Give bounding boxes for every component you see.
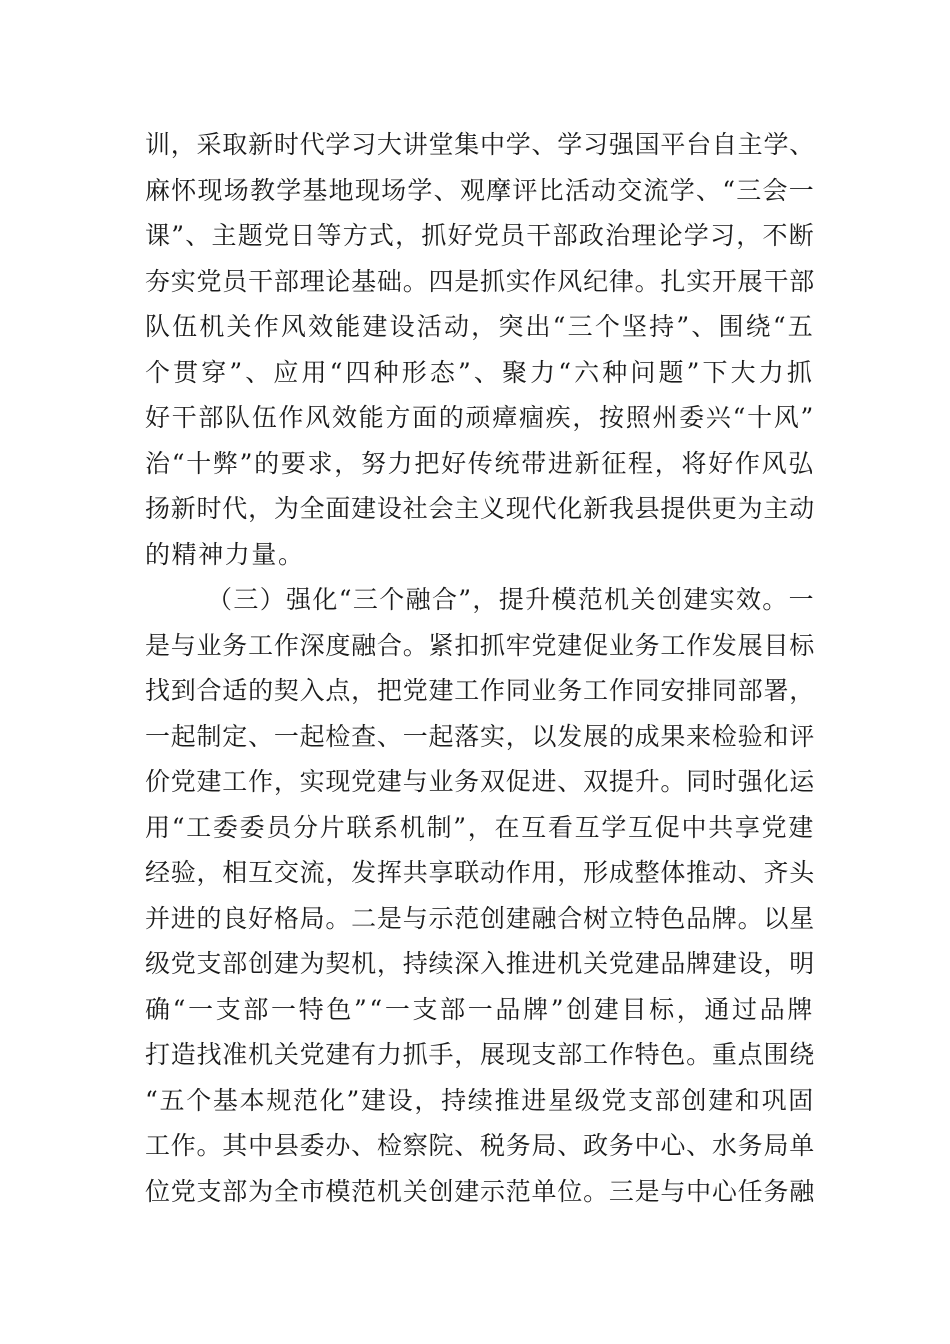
text-line: 并进的良好格局。二是与示范创建融合树立特色品牌。以星 xyxy=(145,903,815,933)
body-text xyxy=(145,122,815,1214)
text-line: 价党建工作，实现党建与业务双促进、双提升。同时强化运 xyxy=(145,767,815,796)
text-line: 位党支部为全市模范机关创建示范单位。三是与中心任务融 xyxy=(145,1176,815,1206)
text-line: 训，采取新时代学习大讲堂集中学、学习强国平台自主学、 xyxy=(145,130,815,159)
text-line: 治“十弊”的要求，努力把好传统带进新征程，将好作风弘 xyxy=(145,448,815,478)
text-line: 个贯穿”、应用“四种形态”、聚力“六种问题”下大力抓 xyxy=(145,357,815,387)
text-line: 一起制定、一起检查、一起落实，以发展的成果来检验和评 xyxy=(145,721,815,751)
text-line: 好干部队伍作风效能方面的顽瘴痼疾，按照州委兴“十风” xyxy=(145,403,815,432)
text-line: 经验，相互交流，发挥共享联动作用，形成整体推动、齐头 xyxy=(145,858,815,887)
text-line: 队伍机关作风效能建设活动，突出“三个坚持”、围绕“五 xyxy=(145,312,815,341)
text-line: 用“工委委员分片联系机制”，在互看互学互促中共享党建 xyxy=(145,812,815,842)
text-line: 夯实党员干部理论基础。四是抓实作风纪律。扎实开展干部 xyxy=(145,266,815,296)
text-line: 扬新时代，为全面建设社会主义现代化新我县提供更为主动 xyxy=(145,494,815,523)
text-line: 工作。其中县委办、检察院、税务局、政务中心、水务局单 xyxy=(145,1131,815,1160)
text-line: 找到合适的契入点，把党建工作同业务工作同安排同部署， xyxy=(145,676,815,705)
text-line: 课”、主题党日等方式，抓好党员干部政治理论学习，不断 xyxy=(145,221,815,250)
text-line: 确“一支部一特色”“一支部一品牌”创建目标，通过品牌 xyxy=(145,994,815,1024)
text-line: 是与业务工作深度融合。紧扣抓牢党建促业务工作发展目标 xyxy=(145,630,815,660)
text-line: 级党支部创建为契机，持续深入推进机关党建品牌建设，明 xyxy=(145,949,815,978)
text-line: 的精神力量。 xyxy=(145,539,305,569)
text-line: 打造找准机关党建有力抓手，展现支部工作特色。重点围绕 xyxy=(145,1040,815,1069)
text-line: 麻怀现场教学基地现场学、观摩评比活动交流学、“三会一 xyxy=(145,175,815,205)
text-line: “五个基本规范化”建设，持续推进星级党支部创建和巩固 xyxy=(145,1085,815,1115)
section-heading-line: （三）强化“三个融合”，提升模范机关创建实效。一 xyxy=(207,585,815,614)
